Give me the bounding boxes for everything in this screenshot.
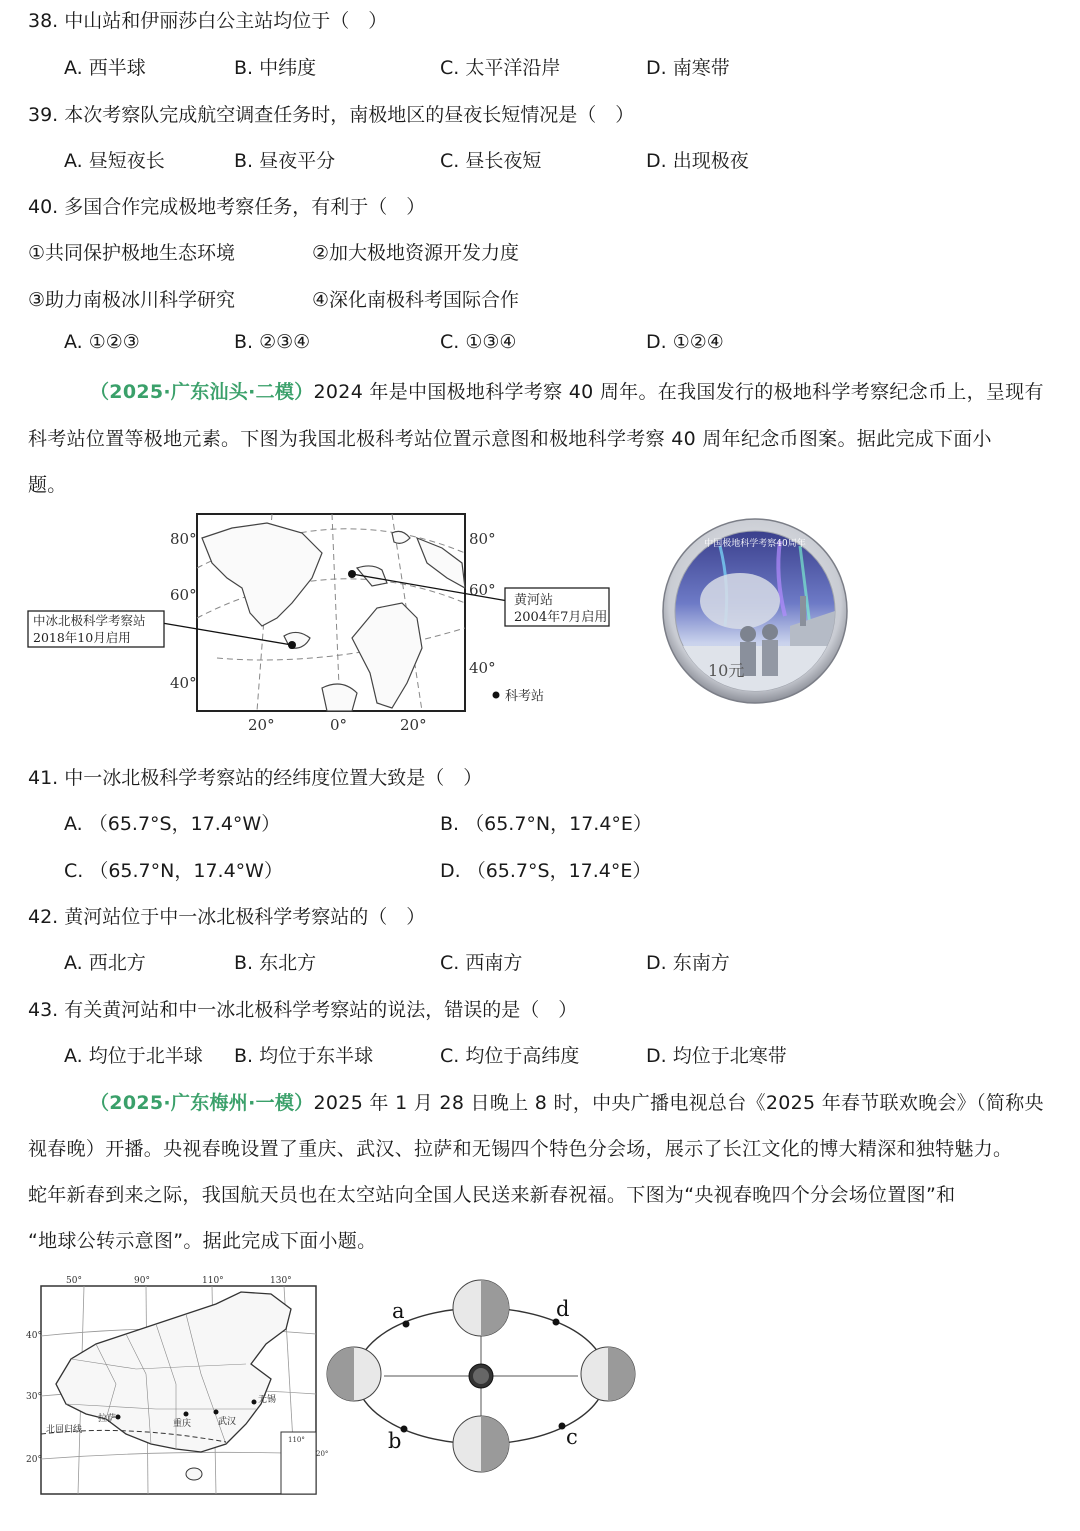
section1-source: （2025·广东汕头·二模） — [90, 381, 314, 403]
q41-option-c: C. （65.7°N，17.4°W） — [64, 860, 283, 882]
inset-lat-label: 20° — [316, 1450, 329, 1458]
section2-line1 — [90, 1088, 1044, 1115]
lat-60-right: 60° — [469, 581, 496, 599]
q41-option-d: D. （65.7°S，17.4°E） — [440, 860, 652, 882]
section2-line3: 蛇年新春到来之际，我国航天员也在太空站向全国人民送来新春祝福。下图为“央视春晚四个分会场位置图”和 — [28, 1184, 956, 1206]
cn-ice-name: 中冰北极科学考察站 — [33, 613, 146, 628]
q38-option-d: D. 南寒带 — [646, 57, 730, 79]
q39-option-c: C. 昼长夜短 — [440, 150, 542, 172]
section1-line1 — [90, 377, 1044, 404]
q41-stem: 41. 中一冰北极科学考察站的经纬度位置大致是（ ） — [28, 767, 483, 789]
lon-110-label: 110° — [202, 1276, 224, 1286]
wuxi-label: 无锡 — [258, 1395, 277, 1405]
q40-statement-3: ③助力南极冰川科学研究 — [28, 289, 236, 311]
yellow-river-name: 黄河站 — [514, 593, 554, 608]
lat-40-right: 40° — [469, 659, 496, 677]
label-c: c — [566, 1425, 578, 1449]
q42-stem: 42. 黄河站位于中一冰北极科学考察站的（ ） — [28, 906, 426, 928]
section2-line1-text: 2025 年 1 月 28 日晚上 8 时，中央广播电视总台《2025 年春节联欢晚会》（简称央 — [313, 1092, 1044, 1114]
q42-option-c: C. 西南方 — [440, 952, 523, 974]
tropic-label: 北回归线 — [46, 1425, 83, 1435]
q39-option-d: D. 出现极夜 — [646, 150, 749, 172]
lat-80-right: 80° — [469, 530, 496, 548]
q43-option-c: C. 均位于高纬度 — [440, 1045, 580, 1067]
q39-option-a: A. 昼短夜长 — [64, 150, 165, 172]
label-a: a — [392, 1299, 405, 1323]
q42-option-b: B. 东北方 — [234, 952, 317, 974]
lat-60-left: 60° — [170, 586, 197, 604]
lon-90-label: 90° — [134, 1276, 150, 1286]
q38-option-a: A. 西半球 — [64, 57, 146, 79]
lon-130-label: 130° — [270, 1276, 292, 1286]
q42-option-d: D. 东南方 — [646, 952, 730, 974]
q42-option-a: A. 西北方 — [64, 952, 146, 974]
q43-option-d: D. 均位于北寒带 — [646, 1045, 787, 1067]
q41-option-a: A. （65.7°S，17.4°W） — [64, 813, 281, 835]
q38-option-b: B. 中纬度 — [234, 57, 317, 79]
q43-option-b: B. 均位于东半球 — [234, 1045, 374, 1067]
lon-20-east: 20° — [400, 716, 427, 734]
q40-option-c: C. ①③④ — [440, 331, 517, 353]
q40-statement-1: ①共同保护极地生态环境 — [28, 242, 236, 264]
earth-left — [327, 1347, 381, 1401]
q41-option-b: B. （65.7°N，17.4°E） — [440, 813, 652, 835]
china-venue-map — [26, 1274, 329, 1500]
q40-stem: 40. 多国合作完成极地考察任务，有利于（ ） — [28, 196, 426, 218]
chongqing-dot — [184, 1412, 189, 1417]
sun-core — [473, 1368, 489, 1384]
lat-20-label: 20° — [26, 1455, 42, 1465]
lon-20-west: 20° — [248, 716, 275, 734]
q40-statement-4: ④深化南极科考国际合作 — [312, 289, 520, 311]
q40-option-a: A. ①②③ — [64, 331, 140, 353]
label-d: d — [556, 1297, 570, 1321]
wuxi-dot — [252, 1400, 257, 1405]
section1-line3: 题。 — [28, 474, 67, 496]
section2-line4: “地球公转示意图”。据此完成下面小题。 — [28, 1230, 377, 1252]
lat-30-label: 30° — [26, 1392, 42, 1402]
earth-right — [581, 1347, 635, 1401]
arctic-station-map — [22, 508, 612, 740]
lat-80-left: 80° — [170, 530, 197, 548]
inset-lon-label: 110° — [288, 1436, 305, 1444]
earth-bottom — [453, 1416, 509, 1472]
q38-option-c: C. 太平洋沿岸 — [440, 57, 561, 79]
q40-option-b: B. ②③④ — [234, 331, 311, 353]
cn-ice-date: 2018年10月启用 — [33, 630, 131, 645]
lon-50-label: 50° — [66, 1276, 82, 1286]
section2-line2: 视春晚）开播。央视春晚设置了重庆、武汉、拉萨和无锡四个特色分会场，展示了长江文化的博大精深和独特魅力。 — [28, 1138, 1013, 1160]
wuhan-dot — [214, 1410, 219, 1415]
orbit-point-c — [559, 1423, 566, 1430]
q39-option-b: B. 昼夜平分 — [234, 150, 336, 172]
section1-line2: 科考站位置等极地元素。下图为我国北极科考站位置示意图和极地科学考察 40 周年纪念币图案。据此完成下面小 — [28, 428, 992, 450]
q40-option-d: D. ①②④ — [646, 331, 724, 353]
yellow-river-date: 2004年7月启用 — [514, 610, 608, 625]
q39-stem: 39. 本次考察队完成航空调查任务时，南极地区的昼夜长短情况是（ ） — [28, 104, 635, 126]
section2-source: （2025·广东梅州·一模） — [90, 1092, 314, 1114]
q43-stem: 43. 有关黄河站和中一冰北极科学考察站的说法，错误的是（ ） — [28, 999, 578, 1021]
lat-40-left: 40° — [170, 674, 197, 692]
q38-stem: 38. 中山站和伊丽莎白公主站均位于（ ） — [28, 10, 388, 32]
coin-value: 10元 — [708, 661, 745, 680]
orbit-point-b — [401, 1426, 408, 1433]
legend-label: 科考站 — [505, 689, 545, 704]
hainan — [186, 1468, 202, 1480]
label-b: b — [388, 1429, 402, 1453]
section1-line1-text: 2024 年是中国极地科学考察 40 周年。在我国发行的极地科学考察纪念币上，呈现有 — [313, 381, 1044, 403]
lhasa-dot — [116, 1415, 121, 1420]
q43-option-a: A. 均位于北半球 — [64, 1045, 203, 1067]
commemorative-coin — [660, 516, 850, 706]
lat-40-label: 40° — [26, 1331, 42, 1341]
wuhan-label: 武汉 — [218, 1417, 237, 1427]
lon-0: 0° — [330, 716, 348, 734]
earth-orbit-diagram — [326, 1276, 638, 1476]
coin-ring-text: 中国极地科学考察40周年 — [704, 539, 806, 549]
chongqing-label: 重庆 — [173, 1419, 192, 1429]
lhasa-label: 拉萨 — [98, 1414, 117, 1424]
earth-top — [453, 1280, 509, 1336]
q40-statement-2: ②加大极地资源开发力度 — [312, 242, 520, 264]
legend-dot — [493, 692, 500, 699]
